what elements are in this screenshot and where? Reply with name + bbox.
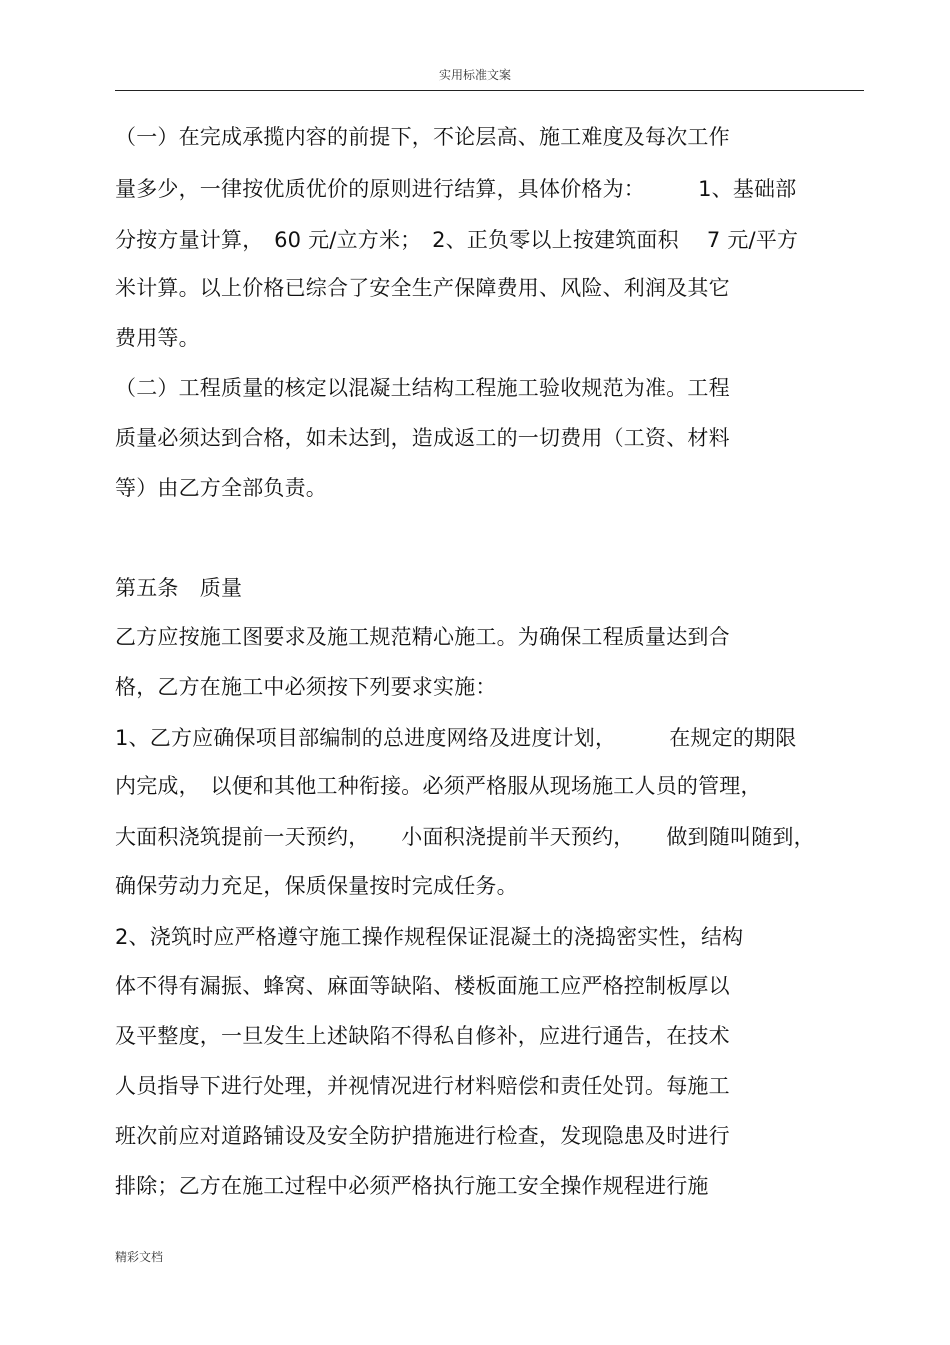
text-line: 等）由乙方全部负责。 bbox=[115, 476, 327, 500]
text-line: 班次前应对道路铺设及安全防护措施进行检查，发现隐患及时进行 bbox=[115, 1124, 730, 1148]
text-line: （二）工程质量的核定以混凝土结构工程施工验收规范为准。工程 bbox=[115, 376, 730, 400]
text-line: 质量必须达到合格，如未达到，造成返工的一切费用（工资、材料 bbox=[115, 426, 730, 450]
text-line: 排除；乙方在施工过程中必须严格执行施工安全操作规程进行施 bbox=[115, 1174, 709, 1198]
text-line: 分按方量计算， 60 元/立方米； 2、正负零以上按建筑面积 7 元/平方 bbox=[115, 228, 799, 252]
page-footer: 精彩文档 bbox=[115, 1250, 164, 1264]
text-line: 1、乙方应确保项目部编制的总进度网络及进度计划， 在规定的期限 bbox=[115, 726, 797, 750]
text-line: 2、浇筑时应严格遵守施工操作规程保证混凝土的浇捣密实性，结构 bbox=[115, 925, 744, 949]
text-line: 大面积浇筑提前一天预约， 小面积浇提前半天预约， 做到随叫随到， bbox=[115, 825, 815, 849]
text-line: 及平整度，一旦发生上述缺陷不得私自修补，应进行通告，在技术 bbox=[115, 1024, 730, 1048]
text-line: 体不得有漏振、蜂窝、麻面等缺陷、楼板面施工应严格控制板厚以 bbox=[115, 974, 730, 998]
text-line: 确保劳动力充足，保质保量按时完成任务。 bbox=[115, 874, 518, 898]
text-line: 米计算。以上价格已综合了安全生产保障费用、风险、利润及其它 bbox=[115, 276, 730, 300]
text-line: 内完成， 以便和其他工种衔接。必须严格服从现场施工人员的管理， bbox=[115, 774, 762, 798]
page-header: 实用标准文案 bbox=[438, 68, 511, 82]
text-line: 格，乙方在施工中必须按下列要求实施： bbox=[115, 675, 497, 699]
text-line: 费用等。 bbox=[115, 326, 200, 350]
text-line: 量多少，一律按优质优价的原则进行结算，具体价格为： 1、基础部 bbox=[115, 177, 797, 201]
text-line: （一）在完成承揽内容的前提下，不论层高、施工难度及每次工作 bbox=[115, 125, 730, 149]
text-line: 人员指导下进行处理，并视情况进行材料赔偿和责任处罚。每施工 bbox=[115, 1074, 730, 1098]
header-divider bbox=[115, 90, 864, 91]
text-line: 乙方应按施工图要求及施工规范精心施工。为确保工程质量达到合 bbox=[115, 625, 730, 649]
section-heading: 第五条 质量 bbox=[115, 576, 243, 600]
